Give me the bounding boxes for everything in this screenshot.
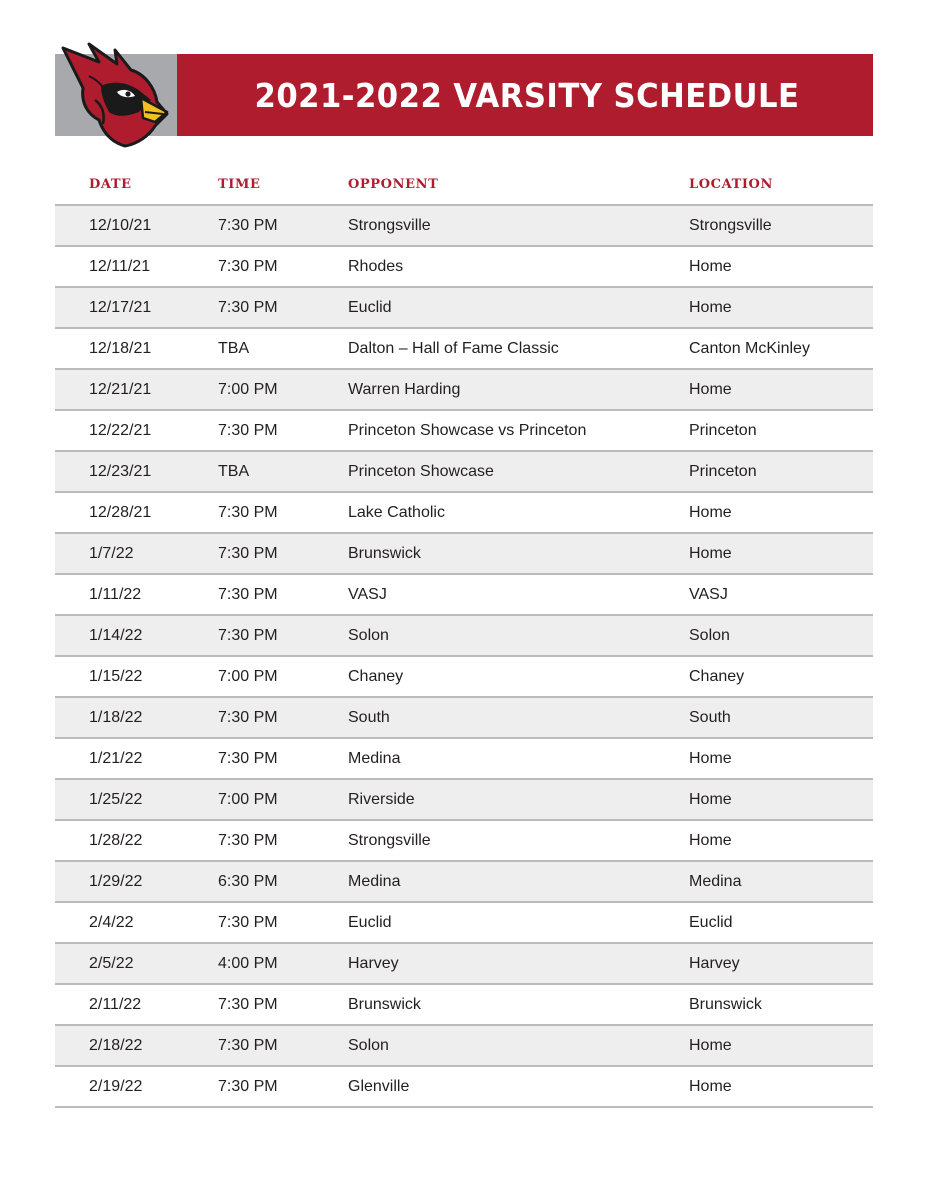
cell-date: 1/29/22 <box>89 872 143 890</box>
cell-time: 7:00 PM <box>218 790 278 808</box>
cell-opponent: Brunswick <box>348 995 421 1013</box>
cell-time: 7:30 PM <box>218 544 278 562</box>
cell-time: 7:30 PM <box>218 749 278 767</box>
cell-opponent: Strongsville <box>348 216 431 234</box>
cell-date: 12/21/21 <box>89 380 152 398</box>
cell-time: 7:00 PM <box>218 380 278 398</box>
cell-opponent: Euclid <box>348 913 392 931</box>
table-body <box>55 206 873 1108</box>
cell-location: Canton McKinley <box>689 339 810 357</box>
cell-opponent: Riverside <box>348 790 415 808</box>
table-row <box>55 739 873 780</box>
cell-location: Medina <box>689 872 742 890</box>
page-title: 2021-2022 VARSITY SCHEDULE <box>254 75 800 115</box>
cell-date: 1/7/22 <box>89 544 134 562</box>
cell-location: Home <box>689 1036 732 1054</box>
table-row <box>55 452 873 493</box>
cell-opponent: Solon <box>348 1036 389 1054</box>
cell-location: Home <box>689 544 732 562</box>
cell-opponent: Harvey <box>348 954 399 972</box>
cell-date: 2/5/22 <box>89 954 134 972</box>
cell-date: 12/10/21 <box>89 216 152 234</box>
cell-date: 1/15/22 <box>89 667 143 685</box>
cell-date: 2/19/22 <box>89 1077 143 1095</box>
cell-time: 7:30 PM <box>218 503 278 521</box>
cell-time: TBA <box>218 462 250 480</box>
cell-opponent: VASJ <box>348 585 387 603</box>
table-row <box>55 821 873 862</box>
cell-date: 12/23/21 <box>89 462 152 480</box>
cell-date: 12/18/21 <box>89 339 152 357</box>
column-header-date: DATE <box>89 176 132 192</box>
cell-opponent: South <box>348 708 390 726</box>
cell-location: Solon <box>689 626 730 644</box>
cell-opponent: Euclid <box>348 298 392 316</box>
table-row <box>55 1026 873 1067</box>
cell-time: 7:30 PM <box>218 626 278 644</box>
cell-location: Harvey <box>689 954 740 972</box>
cell-time: 7:30 PM <box>218 298 278 316</box>
cell-opponent: Glenville <box>348 1077 410 1095</box>
title-panel <box>177 54 873 136</box>
cell-location: Princeton <box>689 421 757 439</box>
table-row <box>55 944 873 985</box>
cell-opponent: Strongsville <box>348 831 431 849</box>
cell-date: 1/18/22 <box>89 708 143 726</box>
cell-time: 7:30 PM <box>218 216 278 234</box>
cell-opponent: Dalton – Hall of Fame Classic <box>348 339 559 357</box>
cell-location: Chaney <box>689 667 745 685</box>
cell-time: 7:30 PM <box>218 708 278 726</box>
table-row <box>55 657 873 698</box>
table-row <box>55 780 873 821</box>
header-banner <box>55 54 873 136</box>
cell-time: 7:30 PM <box>218 421 278 439</box>
table-row <box>55 288 873 329</box>
cell-date: 2/11/22 <box>89 995 142 1013</box>
cell-opponent: Medina <box>348 749 401 767</box>
cell-time: TBA <box>218 339 250 357</box>
logo-panel <box>55 54 177 136</box>
cell-location: South <box>689 708 731 726</box>
table-row <box>55 247 873 288</box>
cell-opponent: Princeton Showcase vs Princeton <box>348 421 587 439</box>
cell-location: Strongsville <box>689 216 772 234</box>
cell-time: 6:30 PM <box>218 872 278 890</box>
cell-time: 7:30 PM <box>218 257 278 275</box>
cell-location: Euclid <box>689 913 733 931</box>
table-row <box>55 534 873 575</box>
cell-date: 1/25/22 <box>89 790 143 808</box>
cell-time: 7:30 PM <box>218 995 278 1013</box>
cell-date: 1/21/22 <box>89 749 143 767</box>
cell-opponent: Lake Catholic <box>348 503 445 521</box>
cell-time: 7:30 PM <box>218 585 278 603</box>
column-header-time: TIME <box>218 176 261 192</box>
cell-location: Home <box>689 749 732 767</box>
cardinal-logo-icon <box>59 40 171 152</box>
cell-opponent: Chaney <box>348 667 404 685</box>
cell-location: Princeton <box>689 462 757 480</box>
cell-date: 1/14/22 <box>89 626 143 644</box>
cell-location: Brunswick <box>689 995 762 1013</box>
cell-time: 4:00 PM <box>218 954 278 972</box>
table-row <box>55 862 873 903</box>
table-row <box>55 411 873 452</box>
cell-date: 1/11/22 <box>89 585 142 603</box>
cell-opponent: Rhodes <box>348 257 404 275</box>
cell-date: 1/28/22 <box>89 831 143 849</box>
table-row <box>55 206 873 247</box>
table-row <box>55 493 873 534</box>
table-row <box>55 616 873 657</box>
table-row <box>55 985 873 1026</box>
table-row <box>55 370 873 411</box>
table-row <box>55 329 873 370</box>
cell-location: Home <box>689 503 732 521</box>
cell-location: Home <box>689 1077 732 1095</box>
table-row <box>55 575 873 616</box>
cell-date: 12/22/21 <box>89 421 152 439</box>
cell-location: VASJ <box>689 585 728 603</box>
table-row <box>55 698 873 739</box>
cell-location: Home <box>689 257 732 275</box>
table-header-row <box>55 164 873 206</box>
cell-time: 7:30 PM <box>218 1036 278 1054</box>
schedule-table <box>55 164 873 1108</box>
table-row <box>55 1067 873 1108</box>
cell-time: 7:30 PM <box>218 1077 278 1095</box>
table-row <box>55 903 873 944</box>
cell-date: 2/18/22 <box>89 1036 143 1054</box>
column-header-opponent: OPPONENT <box>348 176 439 192</box>
cell-location: Home <box>689 790 732 808</box>
cell-opponent: Solon <box>348 626 389 644</box>
cell-date: 12/17/21 <box>89 298 152 316</box>
cell-time: 7:30 PM <box>218 831 278 849</box>
cell-location: Home <box>689 298 732 316</box>
cell-opponent: Brunswick <box>348 544 421 562</box>
cell-opponent: Medina <box>348 872 401 890</box>
cell-date: 12/11/21 <box>89 257 151 275</box>
cell-location: Home <box>689 380 732 398</box>
cell-date: 12/28/21 <box>89 503 152 521</box>
cell-opponent: Princeton Showcase <box>348 462 494 480</box>
column-header-location: LOCATION <box>689 176 773 192</box>
cell-location: Home <box>689 831 732 849</box>
cell-time: 7:00 PM <box>218 667 278 685</box>
cell-time: 7:30 PM <box>218 913 278 931</box>
cell-opponent: Warren Harding <box>348 380 461 398</box>
cell-date: 2/4/22 <box>89 913 134 931</box>
